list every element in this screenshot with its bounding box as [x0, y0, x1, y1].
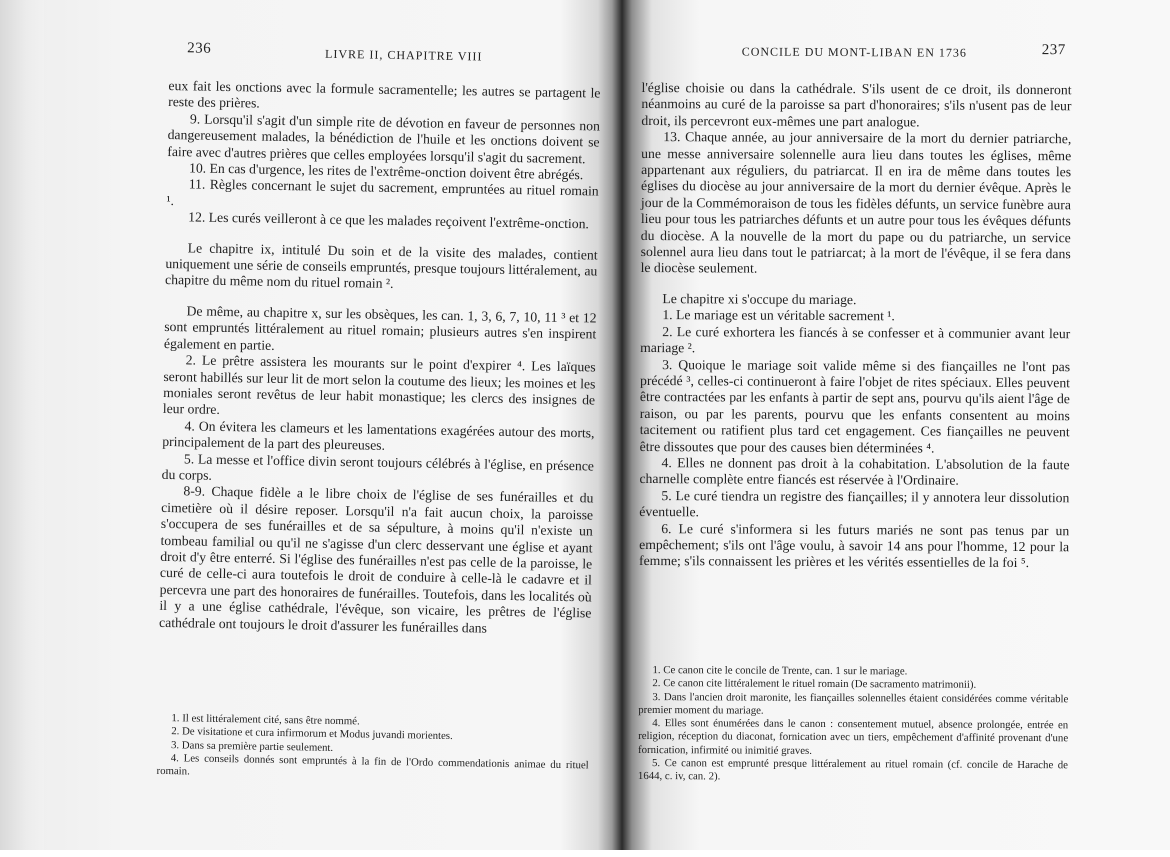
paragraph: 9. Lorsqu'il s'agit d'un simple rite de dévotion en faveur de personnes non dangereusement malades, la bénédiction de l'huile et les onctions doivent se faire avec d'autres prières que celles employées lorsqu'il s'agit du sacrement.: [167, 111, 601, 166]
right-folio: 237: [1041, 42, 1066, 59]
footnote: 2. Ce canon cite littéralement le rituel romain (De sacramento matrimonii).: [652, 677, 977, 692]
paragraph: 11. Règles concernant le sujet du sacrement, empruntées au rituel romain ¹.: [166, 176, 599, 208]
paragraph: 4. Elles ne donnent pas droit à la cohabitation. L'absolution de la faute charnelle complète entre fiancés est réservée à l'Ordinaire.: [639, 455, 1070, 489]
footnote: 1. Il est littéralement cité, sans être nommé.: [171, 712, 360, 728]
footnote: 4. Les conseils donnés sont empruntés à la fin de l'Ordo commendationis animae du rituel romain.: [156, 752, 589, 778]
left-footnotes: [156, 712, 589, 786]
left-page: [155, 0, 602, 857]
left-folio: 236: [187, 40, 212, 57]
paragraph: Le chapitre xi s'occupe du mariage.: [662, 290, 857, 308]
right-running-title: CONCILE DU MONT-LIBAN EN 1736: [741, 44, 967, 60]
paragraph: De même, au chapitre x, sur les obsèques, les can. 1, 3, 6, 7, 10, 11 ³ et 12 sont empruntés littéralement au rituel romain; plusieurs autres s'en inspirent également en partie.: [163, 303, 597, 353]
paragraph: 1. Le mariage est un véritable sacrement ¹.: [662, 307, 895, 324]
paragraph: 13. Chaque année, au jour anniversaire de la mort du dernier patriarche, une messe anniversaire solennelle aura lieu dans toutes les églises, même appartenant aux réguliers, du patriarcat. Il en ira de même dans toutes les églises du diocèse au jour anniversaire de la mort du dernier évêque. Après le jour de la Commémoraison de tous les fidèles défunts, un service funèbre aura lieu pour tous les patriarches défunts et un autre pour tous les évêques défunts du diocèse. A la nouvelle de la mort du pape ou du patriarche, un service solennel aura lieu dans tout le patriarcat; à la mort de l'évêque, il se fera dans le diocèse seulement.: [640, 129, 1072, 277]
paragraph: eux fait les onctions avec la formule sacramentelle; les autres se partagent le reste des prières.: [168, 77, 601, 111]
footnote: 2. De visitatione et cura infirmorum et Modus juvandi morientes.: [171, 725, 453, 743]
paragraph: 5. Le curé tiendra un registre des fiançailles; il y annotera leur dissolution éventuelle.: [639, 487, 1070, 520]
left-body-text: [159, 78, 601, 638]
paragraph: l'église choisie ou dans la cathédrale. S'ils usent de ce droit, ils donneront néanmoins au curé de la paroisse sa part d'honoraires; s'ils n'usent pas de leur droit, ils percevront eux-mêmes une part analogue.: [641, 79, 1072, 130]
footnote: 4. Elles sont énumérées dans le canon : consentement mutuel, absence prolongée, entrée en religion, réception du diaconat, fornication avec un tiers, empêchement d'affinité provenant d'une fornication, infirmité ou inimitié graves.: [638, 717, 1069, 757]
right-page: [638, 0, 1072, 852]
right-running-head: [642, 44, 1072, 68]
paragraph: 2. Le curé exhortera les fiancés à se confesser et à communier avant leur mariage ².: [640, 323, 1071, 356]
right-body-text: [639, 80, 1072, 572]
footnote: 3. Dans sa première partie seulement.: [170, 738, 334, 754]
paragraph: 2. Le prêtre assistera les mourants sur le point d'expirer ⁴. Les laïques seront habillés sur leur lit de mort selon la coutume des lieux; les moines et les moniales seront revêtus de leur habit monastique; les clercs des insignes de leur ordre.: [162, 352, 596, 418]
paragraph: 6. Le curé s'informera si les futurs mariés ne sont pas tenus par un empêchement; s'ils ont l'âge voulu, à savoir 14 ans pour l'homme, 12 pour la femme; s'ils connaissent les prières et les vérités essentielles de la foi ⁵.: [639, 520, 1070, 571]
footnote: 3. Dans l'ancien droit maronite, les fiançailles solennelles étaient considérées comme véritable premier moment du mariage.: [638, 690, 1069, 717]
left-running-title: LIVRE II, CHAPITRE VIII: [324, 46, 483, 64]
footnote: 5. Ce canon est emprunté presque littéralement au rituel romain (cf. concile de Harache de 1644, c. iv, can. 2).: [637, 757, 1069, 783]
page-edge: [0, 0, 44, 850]
paragraph: 10. En cas d'urgence, les rites de l'extrême-onction doivent être abrégés.: [188, 160, 584, 183]
footnote: 1. Ce canon cite le concile de Trente, can. 1 sur le mariage.: [652, 664, 908, 678]
paragraph: 3. Quoique le mariage soit valide même si des fiançailles ne l'ont pas précédé ³, celles-ci continueront à faire l'objet de rites spéciaux. Elles peuvent être contractées par les enfants à partir de sept ans, pourvu qu'ils aient l'âge de raison, ou par les parents, pourvu que les enfants consentent au moins tacitement ou ratifient plus tard cet engagement. Ces fiançailles ne peuvent être dissoutes que pour des causes bien déterminées ⁴.: [639, 356, 1071, 456]
right-footnotes: [638, 664, 1069, 786]
left-running-head: [169, 40, 601, 74]
paragraph: 5. La messe et l'office divin seront toujours célébrés à l'église, en présence du corps.: [161, 450, 595, 483]
paragraph: 8-9. Chaque fidèle a le libre choix de l'église de ses funérailles et du cimetière où il désire reposer. Lorsqu'il n'a fait aucun choix, la paroisse s'occupera de ses funérailles et de sa sépulture, à moins qu'il n'existe un tombeau familial ou qu'il ne s'agisse d'un clerc desservant une église et ayant droit d'y être enterré. Si l'église des funérailles n'est pas celle de la paroisse, le curé de celle-ci aura toutefois le droit de conduire à celle-là le cadavre et il percevra une part des honoraires de funérailles. Toutefois, dans les localités où il y a une église cathédrale, l'évêque, son vicaire, les prêtres de l'église cathédrale ont toujours le droit d'assurer les funérailles dans: [159, 483, 594, 636]
paragraph: 12. Les curés veilleront à ce que les malades reçoivent l'extrême-onction.: [188, 209, 590, 232]
paragraph: Le chapitre ix, intitulé Du soin et de la visite des malades, contient uniquement une série de conseils empruntés, presque toujours littéralement, au chapitre du même nom du rituel romain ².: [164, 240, 598, 292]
paragraph: 4. On évitera les clameurs et les lamentations exagérées autour des morts, principalement de la part des pleureuses.: [162, 418, 595, 453]
